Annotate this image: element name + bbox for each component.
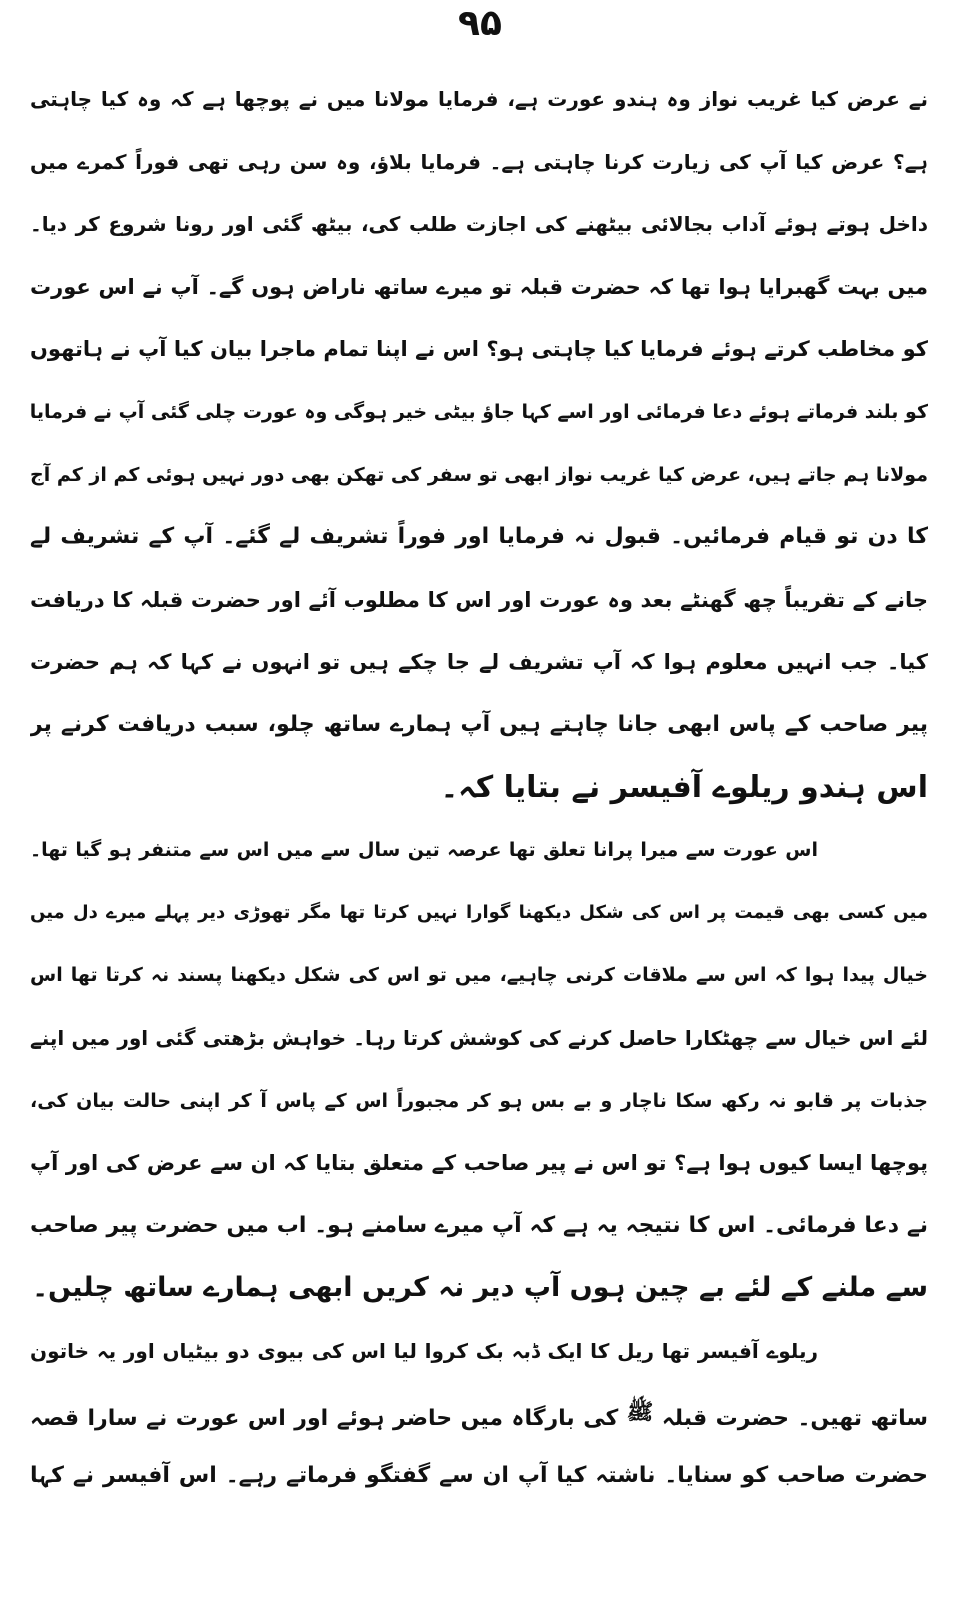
text-line: کو بلند فرماتے ہوئے دعا فرمائی اور اسے کہا جاؤ بیٹی خیر ہوگی وہ عورت چلی گئی آپ نے فرمایا xyxy=(30,400,928,423)
text-segment: ساتھ تھیں۔ حضرت قبلہ xyxy=(661,1406,928,1432)
text-line: ہے؟ عرض کیا آپ کی زیارت کرنا چاہتی ہے۔ فرمایا بلاؤ، وہ سن رہی تھی فوراً کمرے میں xyxy=(30,149,928,174)
text-line: داخل ہوتے ہوئے آداب بجالائی بیٹھنے کی اجازت طلب کی، بیٹھ گئی اور رونا شروع کر دیا۔ xyxy=(30,212,928,237)
text-line: مولانا ہم جاتے ہیں، عرض کیا غریب نواز ابھی تو سفر کی تھکن بھی دور نہیں ہوئی کم از کم آج xyxy=(30,463,928,486)
text-line: اس ہندو ریلوے آفیسر نے بتایا کہ۔ xyxy=(440,769,928,805)
urdu-text-body xyxy=(30,68,928,1508)
text-line: خیال پیدا ہوا کہ اس سے ملاقات کرنی چاہیے، میں تو اس کی شکل دیکھنا پسند نہ کرتا تھا اس xyxy=(30,964,928,987)
text-line: پوچھا ایسا کیوں ہوا ہے؟ تو اس نے پیر صاحب کے متعلق بتایا کہ ان سے عرض کی اور آپ xyxy=(30,1151,928,1176)
page-number: ۹۵ xyxy=(458,3,502,44)
text-line: لئے اس خیال سے چھٹکارا حاصل کرنے کی کوشش کرتا رہا۔ خواہش بڑھتی گئی اور میں اپنے xyxy=(30,1025,928,1050)
text-line: میں کسی بھی قیمت پر اس کی شکل دیکھنا گوارا نہیں کرتا تھا مگر تھوڑی دیر پہلے میرے دل میں xyxy=(30,901,928,923)
text-line: اس عورت سے میرا پرانا تعلق تھا عرصہ تین سال سے میں اس سے متنفر ہو گیا تھا۔ xyxy=(30,839,818,862)
honorific-symbol: ﷺ xyxy=(626,1400,654,1426)
text-segment: کی بارگاہ میں حاضر ہوئے اور اس عورت نے سارا قصہ xyxy=(30,1406,619,1432)
text-line: پیر صاحب کے پاس ابھی جانا چاہتے ہیں آپ ہمارے ساتھ چلو، سبب دریافت کرنے پر xyxy=(30,711,928,737)
text-line: جذبات پر قابو نہ رکھ سکا ناچار و بے بس ہو کر مجبوراً اس کے پاس آ کر اپنی حالت بیان کی، xyxy=(30,1089,928,1112)
text-line: نے عرض کیا غریب نواز وہ ہندو عورت ہے، فرمایا مولانا میں نے پوچھا ہے کہ وہ کیا چاہتی xyxy=(30,87,928,111)
text-line: نے دعا فرمائی۔ اس کا نتیجہ یہ ہے کہ آپ میرے سامنے ہو۔ اب میں حضرت پیر صاحب xyxy=(30,1212,928,1238)
text-line: کا دن تو قیام فرمائیں۔ قبول نہ فرمایا اور فوراً تشریف لے گئے۔ آپ کے تشریف لے xyxy=(30,524,928,550)
text-line: کو مخاطب کرتے ہوئے فرمایا کیا چاہتی ہو؟ اس نے اپنا تمام ماجرا بیان کیا آپ نے ہاتھوں xyxy=(30,337,928,362)
text-line: میں بہت گھبرایا ہوا تھا کہ حضرت قبلہ تو میرے ساتھ ناراض ہوں گے۔ آپ نے اس عورت xyxy=(30,274,928,299)
text-line: حضرت صاحب کو سنایا۔ ناشتہ کیا آپ ان سے گفتگو فرماتے رہے۔ اس آفیسر نے کہا xyxy=(30,1463,928,1489)
text-line: سے ملنے کے لئے بے چین ہوں آپ دیر نہ کریں ابھی ہمارے ساتھ چلیں۔ xyxy=(32,1272,928,1304)
text-line-with-honorific xyxy=(30,1382,928,1445)
text-line: جانے کے تقریباً چھ گھنٹے بعد وہ عورت اور اس کا مطلوب آئے اور حضرت قبلہ کا دریافت xyxy=(30,587,928,612)
text-line: کیا۔ جب انہیں معلوم ہوا کہ آپ تشریف لے جا چکے ہیں تو انہوں نے کہا کہ ہم حضرت xyxy=(30,650,928,675)
text-line: ریلوے آفیسر تھا ریل کا ایک ڈبہ بک کروا لیا اس کی بیوی دو بیٹیاں اور یہ خاتون xyxy=(30,1338,818,1363)
